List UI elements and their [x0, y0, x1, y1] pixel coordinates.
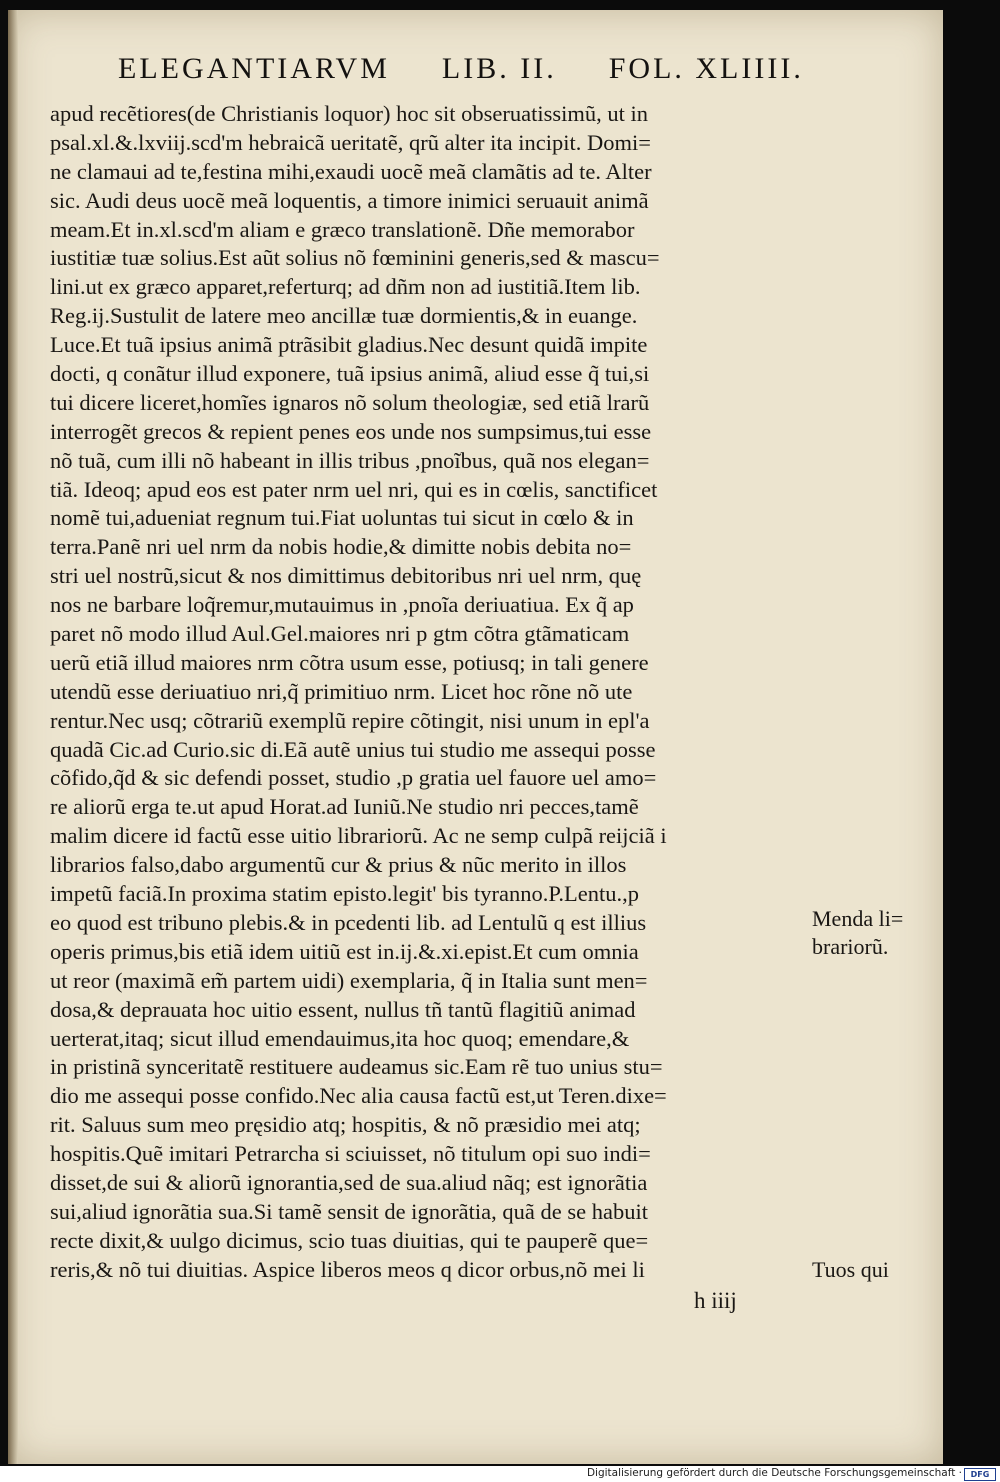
text-line: disset,de sui & aliorũ ignorantia,sed de sua.aliud nãq; est ignorãtia [50, 1169, 648, 1195]
text-line: apud recẽtiores(de Christianis loquor) hoc sit obseruatissimũ, ut in [50, 101, 649, 126]
text-line: hospitis.Quẽ imitari Petrarcha si sciuisset, nõ titulum opi suo indi= [50, 1141, 651, 1167]
text-line: ut reor (maximã em̃ partem uidi) exemplaria, q̃ in Italia sunt men= [50, 967, 648, 993]
page-gutter-edge [8, 10, 18, 1464]
text-line: tiã. Ideoq; apud eos est pater nrm uel nri, qui es in cœlis, sanctificet [50, 476, 658, 502]
digitization-footer [0, 1466, 1000, 1482]
running-head-title: ELEGANTIARVM [118, 52, 390, 85]
text-line: reris,& nõ tui diuitias. Aspice liberos meos q dicor orbus,nõ mei li [50, 1256, 645, 1282]
text-line: in pristinã synceritatẽ restituere audeamus sic.Eam rẽ tuo unius stu= [50, 1054, 663, 1080]
text-line: docti, q conãtur illud exponere, tuã ipsius animã, aliud esse q̃ tui,si [50, 361, 650, 387]
text-line: nomẽ tui,adueniat regnum tui.Fiat uoluntas tui sicut in cœlo & in [50, 505, 634, 531]
text-line: terra.Panẽ nri uel nrm da nobis hodie,& dimitte nobis debita no= [50, 534, 632, 560]
running-head-book: LIB. II. [441, 52, 557, 85]
text-line: psal.xl.&.lxviij.scd'm hebraicã ueritatẽ, qrũ alter ita incipit. Domi= [50, 129, 651, 155]
text-line: lini.ut ex græco apparet,referturq; ad dñm non ad iustitiã.Item lib. [50, 274, 641, 300]
margin-note-catchword: Tuos qui [812, 1257, 889, 1282]
text-line: impetũ faciã.In proxima statim episto.legit' bis tyranno.P.Lentu.,p [50, 881, 639, 907]
text-line: paret nõ modo illud Aul.Gel.maiores nri p gtm cõtra gtãmaticam [50, 621, 630, 647]
running-head-folio: FOL. XLIIII. [608, 52, 804, 85]
text-line: eo quod est tribuno plebis.& in pcedenti lib. ad Lentulũ q est illius [50, 909, 647, 935]
text-line: malim dicere id factũ esse uitio librariorũ. Ac ne semp culpã reijciã i [50, 823, 667, 849]
text-line: cõfido,q̃d & sic defendi posset, studio ,p gratia uel fauore uel amo= [50, 765, 657, 791]
text-line: utendũ esse deriuatiuo nri,q̃ primitiuo nrm. Licet hoc rõne nõ ute [50, 678, 633, 704]
text-line: interrogẽt grecos & repient penes eos unde nos sumpsimus,tui esse [50, 418, 652, 444]
text-line: librarios falso,dabo argumentũ cur & prius & nũc merito in illos [50, 852, 627, 878]
footer-credit: Digitalisierung gefördert durch die Deutsche Forschungsgemeinschaft · [586, 1467, 962, 1479]
running-head [118, 52, 808, 86]
text-line: re aliorũ erga te.ut apud Horat.ad Iuniũ.Ne studio nri pecces,tamẽ [50, 794, 639, 820]
text-line: ne clamaui ad te,festina mihi,exaudi uocẽ meã clamãtis ad te. Alter [50, 158, 652, 184]
dfg-logo-icon: DFG [964, 1468, 996, 1481]
text-line: meam.Et in.xl.scd'm aliam e græco translationẽ. Dñe memorabor [50, 216, 635, 242]
margin-note-menda [812, 905, 903, 961]
text-line: dio me assequi posse confido.Nec alia causa factũ est,ut Teren.dixe= [50, 1083, 667, 1109]
text-line: stri uel nostrũ,sicut & nos dimittimus debitoribus nri uel nrm, quę [50, 563, 642, 589]
text-line: Reg.ij.Sustulit de latere meo ancillæ tuæ dormientis,& in euange. [50, 303, 638, 329]
text-line: nos ne barbare loq̃remur,mutauimus in ,pnoĩa deriuatiua. Ex q̃ ap [50, 592, 634, 618]
text-line: uerterat,itaq; sicut illud emendauimus,ita hoc quoq; emendare,& [50, 1025, 630, 1051]
text-line: nõ tuã, cum illi nõ habeant in illis tribus ,pnoĩbus, quã nos elegan= [50, 447, 650, 473]
text-line: rentur.Nec usq; cõtrariũ exemplũ repire cõtingit, nisi unum in epl'a [50, 707, 650, 733]
text-line: Luce.Et tuã ipsius animã ptrãsibit gladius.Nec desunt quidã impite [50, 332, 648, 358]
text-line: dosa,& deprauata hoc uitio essent, nullus tñ tantũ flagitiũ animad [50, 996, 636, 1022]
text-line: rit. Saluus sum meo pręsidio atq; hospitis, & nõ præsidio mei atq; [50, 1112, 641, 1138]
text-line: recte dixit,& uulgo dicimus, scio tuas diuitias, qui te pauperẽ que= [50, 1227, 649, 1253]
text-line: operis primus,bis etiã idem uitiũ est in.ij.&.xi.epist.Et cum omnia [50, 938, 639, 964]
text-line: sic. Audi deus uocẽ meã loquentis, a timore inimici seruauit animã [50, 187, 649, 213]
text-line: iustitiæ tuæ solius.Est aũt solius nõ fœminini generis,sed & mascu= [50, 245, 660, 271]
text-line: sui,aliud ignorãtia sua.Si tamẽ sensit de ignorãtia, quã de se habuit [50, 1198, 648, 1224]
body-text [50, 100, 810, 1285]
text-line: uerũ etiã illud maiores nrm cõtra usum esse, potiusq; in tali genere [50, 649, 649, 675]
text-line: quadã Cic.ad Curio.sic di.Eã autẽ unius tui studio me assequi posse [50, 736, 656, 762]
text-line: tui dicere liceret,homĩes ignaros nõ solum theologiæ, sed etiã lrarũ [50, 389, 650, 415]
margin-note-line: Menda li= [812, 906, 904, 931]
margin-note-line: brariorũ. [812, 934, 889, 959]
signature-mark: h iiij [694, 1288, 737, 1313]
